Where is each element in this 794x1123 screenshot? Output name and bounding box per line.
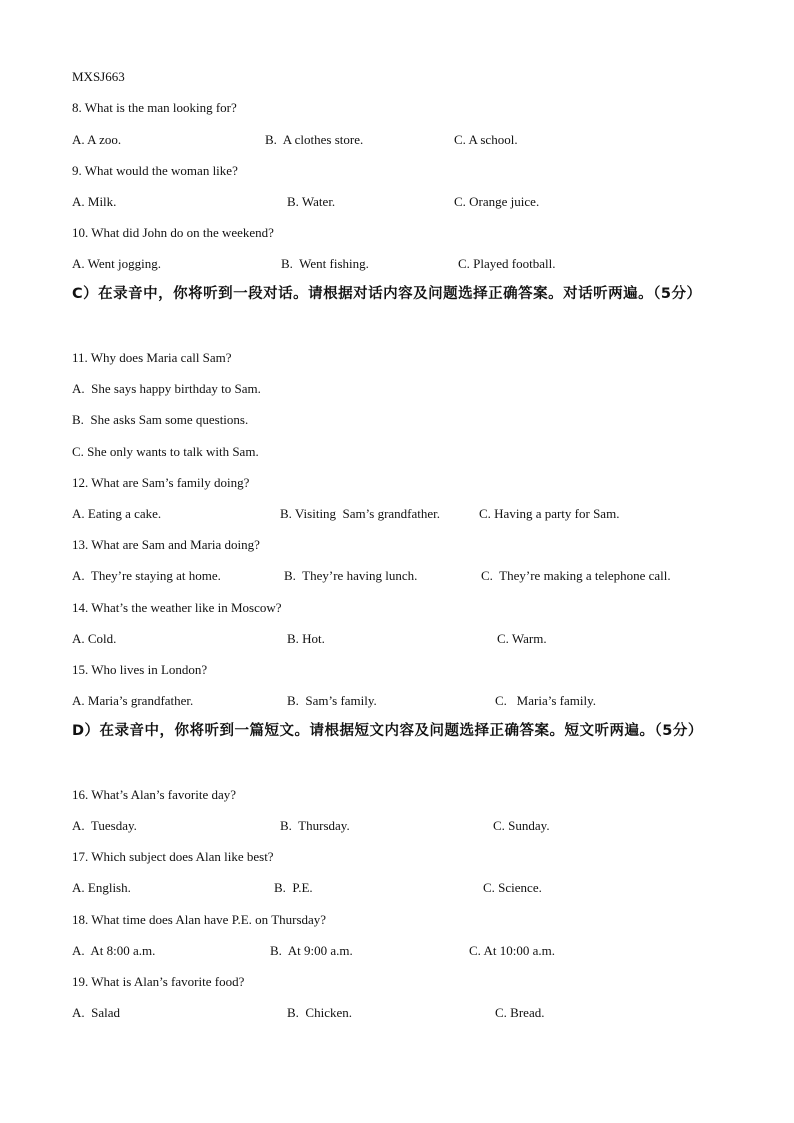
q10-option-a: A. Went jogging. [72,256,161,271]
q17-option-b: B. P.E. [274,880,313,895]
q18-option-a: A. At 8:00 a.m. [72,943,156,958]
q10-option-c: C. Played football. [458,256,556,271]
question-15: 15. Who lives in London? [72,662,208,677]
q15-option-b: B. Sam’s family. [287,693,377,708]
q14-option-a: A. Cold. [72,631,117,646]
question-8: 8. What is the man looking for? [72,100,237,115]
q11-option-a: A. She says happy birthday to Sam. [72,381,261,396]
q12-option-c: C. Having a party for Sam. [479,506,620,521]
q17-option-a: A. English. [72,880,131,895]
q8-option-c: C. A school. [454,132,518,147]
question-18: 18. What time does Alan have P.E. on Thursday? [72,912,327,927]
q19-option-c: C. Bread. [495,1005,545,1020]
question-10: 10. What did John do on the weekend? [72,225,274,240]
q9-option-b: B. Water. [287,194,336,209]
q8-option-a: A. A zoo. [72,132,122,147]
q17-option-c: C. Science. [483,880,542,895]
q15-option-c: C. Maria’s family. [495,693,596,708]
q9-option-a: A. Milk. [72,194,117,209]
q12-option-b: B. Visiting Sam’s grandfather. [280,506,441,521]
q11-option-c: C. She only wants to talk with Sam. [72,444,259,459]
paper-code: MXSJ663 [72,69,125,84]
q19-option-b: B. Chicken. [287,1005,352,1020]
question-12: 12. What are Sam’s family doing? [72,475,250,490]
q13-option-a: A. They’re staying at home. [72,568,221,583]
q19-option-a: A. Salad [72,1005,121,1020]
q14-option-c: C. Warm. [497,631,547,646]
q13-option-c: C. They’re making a telephone call. [481,568,671,583]
q13-option-b: B. They’re having lunch. [284,568,418,583]
question-14: 14. What’s the weather like in Moscow? [72,600,282,615]
q16-option-c: C. Sunday. [493,818,550,833]
section-c-heading: C）在录音中，你将听到一段对话。请根据对话内容及问题选择正确答案。对话听两遍。（5分） [72,286,702,302]
q10-option-b: B. Went fishing. [281,256,369,271]
question-19: 19. What is Alan’s favorite food? [72,974,245,989]
question-16: 16. What’s Alan’s favorite day? [72,787,237,802]
q16-option-b: B. Thursday. [280,818,350,833]
q11-option-b: B. She asks Sam some questions. [72,412,249,427]
q16-option-a: A. Tuesday. [72,818,137,833]
q15-option-a: A. Maria’s grandfather. [72,693,194,708]
q14-option-b: B. Hot. [287,631,325,646]
section-d-heading: D）在录音中，你将听到一篇短文。请根据短文内容及问题选择正确答案。短文听两遍。（5分） [72,723,703,739]
question-11: 11. Why does Maria call Sam? [72,350,232,365]
q12-option-a: A. Eating a cake. [72,506,162,521]
q9-option-c: C. Orange juice. [454,194,540,209]
q18-option-b: B. At 9:00 a.m. [270,943,353,958]
q8-option-b: B. A clothes store. [265,132,364,147]
question-9: 9. What would the woman like? [72,163,238,178]
question-13: 13. What are Sam and Maria doing? [72,537,260,552]
question-17: 17. Which subject does Alan like best? [72,849,274,864]
q18-option-c: C. At 10:00 a.m. [469,943,555,958]
